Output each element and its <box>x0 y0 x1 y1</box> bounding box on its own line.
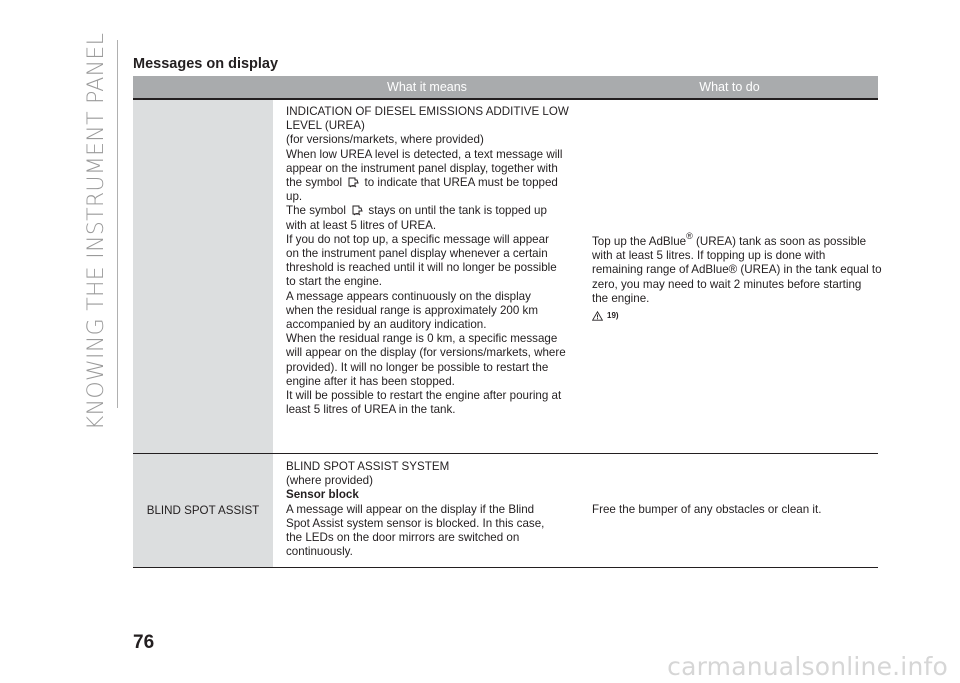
urea-pump-icon <box>351 204 363 216</box>
text-line: appear on the instrument panel display, together with <box>286 161 558 175</box>
symbol-line: The symbol stays on until the tank is topped up <box>286 204 547 218</box>
text-line: When the residual range is 0 km, a specific message <box>286 332 558 346</box>
text-line: with at least 5 litres of UREA. <box>286 218 437 232</box>
table-row <box>133 454 878 568</box>
text-line: to start the engine. <box>286 275 383 289</box>
text-line: on the instrument panel display whenever a certain <box>286 247 548 261</box>
side-divider <box>117 40 118 408</box>
text-line: accompanied by an auditory indication. <box>286 318 487 332</box>
text-line: Free the bumper of any obstacles or clean it. <box>592 502 822 516</box>
text-line: Spot Assist system sensor is blocked. In this case, <box>286 516 545 530</box>
text-line: remaining range of AdBlue® (UREA) in the tank equal to <box>592 263 882 277</box>
row-label-cell: BLIND SPOT ASSIST <box>133 454 273 567</box>
text-line: the engine. <box>592 291 650 305</box>
table-header <box>133 76 878 100</box>
action-cell <box>581 100 882 453</box>
text-line: (where provided) <box>286 474 373 488</box>
text-line: continuously. <box>286 545 353 559</box>
text-line: the LEDs on the door mirrors are switched on <box>286 531 520 545</box>
header-what-to-do: What to do <box>699 80 760 94</box>
text-line: threshold is reached until it will no longer be possible <box>286 261 557 275</box>
row-label-cell <box>133 100 273 453</box>
text-line: A message appears continuously on the display <box>286 289 531 303</box>
header-what-it-means: What it means <box>387 80 467 94</box>
text-line: A message will appear on the display if the Blind <box>286 502 535 516</box>
text-line: provided). It will no longer be possible to restart the <box>286 360 549 374</box>
text-line: up. <box>286 190 303 204</box>
text-line: If you do not top up, a specific message will appear <box>286 232 549 246</box>
text-line: LEVEL (UREA) <box>286 119 365 133</box>
text-line: Top up the AdBlue® (UREA) tank as soon as possible <box>592 230 867 248</box>
text-line: engine after it has been stopped. <box>286 374 455 388</box>
text-line: zero, you may need to wait 2 minutes before starting <box>592 277 862 291</box>
watermark: carmanualsonline.info <box>667 652 948 681</box>
page-heading: Messages on display <box>133 56 279 72</box>
text-line: with at least 5 litres. If topping up is done with <box>592 249 826 263</box>
meaning-cell <box>273 454 581 567</box>
text-line: BLIND SPOT ASSIST SYSTEM <box>286 460 450 473</box>
urea-pump-icon <box>347 176 359 188</box>
table-row <box>133 100 882 454</box>
page-number: 76 <box>133 632 155 653</box>
text-line: (for versions/markets, where provided) <box>286 133 484 147</box>
text-line: When low UREA level is detected, a text message will <box>286 147 563 161</box>
action-cell <box>581 454 878 567</box>
meaning-cell <box>273 100 581 453</box>
subheading: Sensor block <box>286 488 359 502</box>
text-line: least 5 litres of UREA in the tank. <box>286 403 456 417</box>
text-line: when the residual range is approximately 200 km <box>286 303 538 317</box>
warning-triangle-icon <box>592 311 603 321</box>
text-line: INDICATION OF DIESEL EMISSIONS ADDITIVE LOW <box>286 105 569 118</box>
symbol-line: the symbol to indicate that UREA must be topped <box>286 176 558 190</box>
header-cell-empty <box>133 76 273 98</box>
text-line: will appear on the display (for versions/markets, where <box>286 346 566 360</box>
section-side-title: KNOWING THE INSTRUMENT PANEL <box>84 32 110 430</box>
warning-reference: 19) <box>592 309 874 323</box>
text-line: It will be possible to restart the engine after pouring at <box>286 389 562 403</box>
messages-table <box>133 76 882 568</box>
